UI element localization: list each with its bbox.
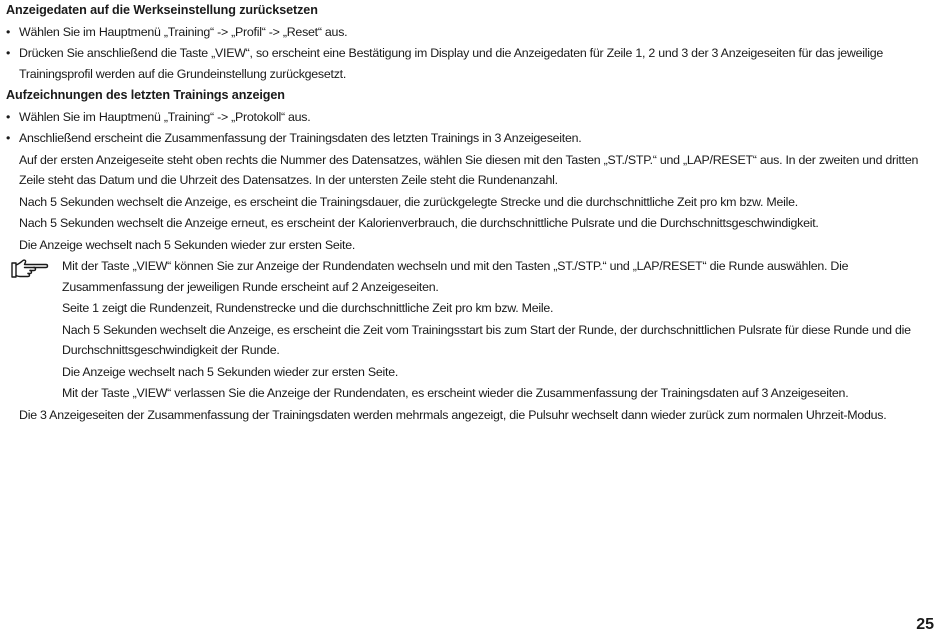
bullet-symbol: • <box>6 24 11 39</box>
note-paragraph: Nach 5 Sekunden wechselt die Anzeige, es erscheint die Zeit vom Trainingsstart bis zum Start der Runde, der durchschnittlichen Pulsrate für diese Runde und die Durchschnittsgeschwindigkeit der Runde. <box>62 322 911 357</box>
closing-paragraph: Die 3 Anzeigeseiten der Zusammenfassung der Trainingsdaten werden mehrmals angezeigt, die Pulsuhr wechselt dann wieder zurück zum normalen Uhrzeit-Modus. <box>19 407 887 422</box>
bullet-item <box>6 128 936 149</box>
note-paragraph: Seite 1 zeigt die Rundenzeit, Rundenstrecke und die durchschnittliche Zeit pro km bzw. Meile. <box>62 301 554 315</box>
note-paragraph: Mit der Taste „VIEW“ verlassen Sie die Anzeige der Rundendaten, es erscheint wieder die Zusammenfassung der Trainingsdaten auf 3 Anzeigeseiten. <box>62 386 849 400</box>
bullet-item <box>6 107 936 128</box>
section-heading: Aufzeichnungen des letzten Trainings anzeigen <box>6 88 285 102</box>
pointing-hand-icon <box>10 258 50 280</box>
bullet-text: Wählen Sie im Hauptmenü „Training“ -> „Profil“ -> „Reset“ aus. <box>19 24 348 39</box>
section-last-training <box>6 85 936 425</box>
document-page <box>6 0 936 426</box>
note-paragraph: Die Anzeige wechselt nach 5 Sekunden wieder zur ersten Seite. <box>62 364 399 379</box>
bullet-text: Wählen Sie im Hauptmenü „Training“ -> „Protokoll“ aus. <box>19 109 311 124</box>
bullet-text: Anschließend erscheint die Zusammenfassung der Trainingsdaten des letzten Trainings in 3 Anzeigeseiten. <box>19 131 582 145</box>
body-paragraph: Auf der ersten Anzeigeseite steht oben rechts die Nummer des Datensatzes, wählen Sie diesen mit den Tasten „ST./STP.“ und „LAP/RESET“ aus. In der zweiten und dritten Zeile steht das Datum und die Uhrzeit des Datensatzes. In der untersten Zeile steht die Rundenanzahl. <box>19 152 919 187</box>
note-block <box>6 256 936 404</box>
note-paragraph: Mit der Taste „VIEW“ können Sie zur Anzeige der Rundendaten wechseln und mit den Tasten „ST./STP.“ und „LAP/RESET“ die Runde auswählen. Die Zusammenfassung der jeweiligen Runde erscheint auf 2 Anzeigeseiten. <box>62 259 849 294</box>
bullet-symbol: • <box>6 46 11 60</box>
bullet-item <box>6 22 936 43</box>
bullet-text: Drücken Sie anschließend die Taste „VIEW“, so erscheint eine Bestätigung im Display und die Anzeigedaten für Zeile 1, 2 und 3 der 3 Anzeigeseiten für das jeweilige Trainingsprofil werden auf die Grundeinstellung zurückgesetzt. <box>19 46 884 81</box>
body-paragraph: Nach 5 Sekunden wechselt die Anzeige, es erscheint die Trainingsdauer, die zurückgelegte Strecke und die durchschnittliche Zeit pro km bzw. Meile. <box>19 194 798 209</box>
body-paragraph: Die Anzeige wechselt nach 5 Sekunden wieder zur ersten Seite. <box>19 237 356 252</box>
bullet-symbol: • <box>6 131 11 145</box>
page-number: 25 <box>916 616 934 633</box>
section-reset <box>6 0 936 84</box>
body-paragraph: Nach 5 Sekunden wechselt die Anzeige erneut, es erscheint der Kalorienverbrauch, die durchschnittliche Pulsrate und die Durchschnittsgeschwindigkeit. <box>19 216 819 230</box>
bullet-item <box>6 43 936 84</box>
section-heading: Anzeigedaten auf die Werkseinstellung zurücksetzen <box>6 3 318 17</box>
bullet-symbol: • <box>6 109 11 124</box>
